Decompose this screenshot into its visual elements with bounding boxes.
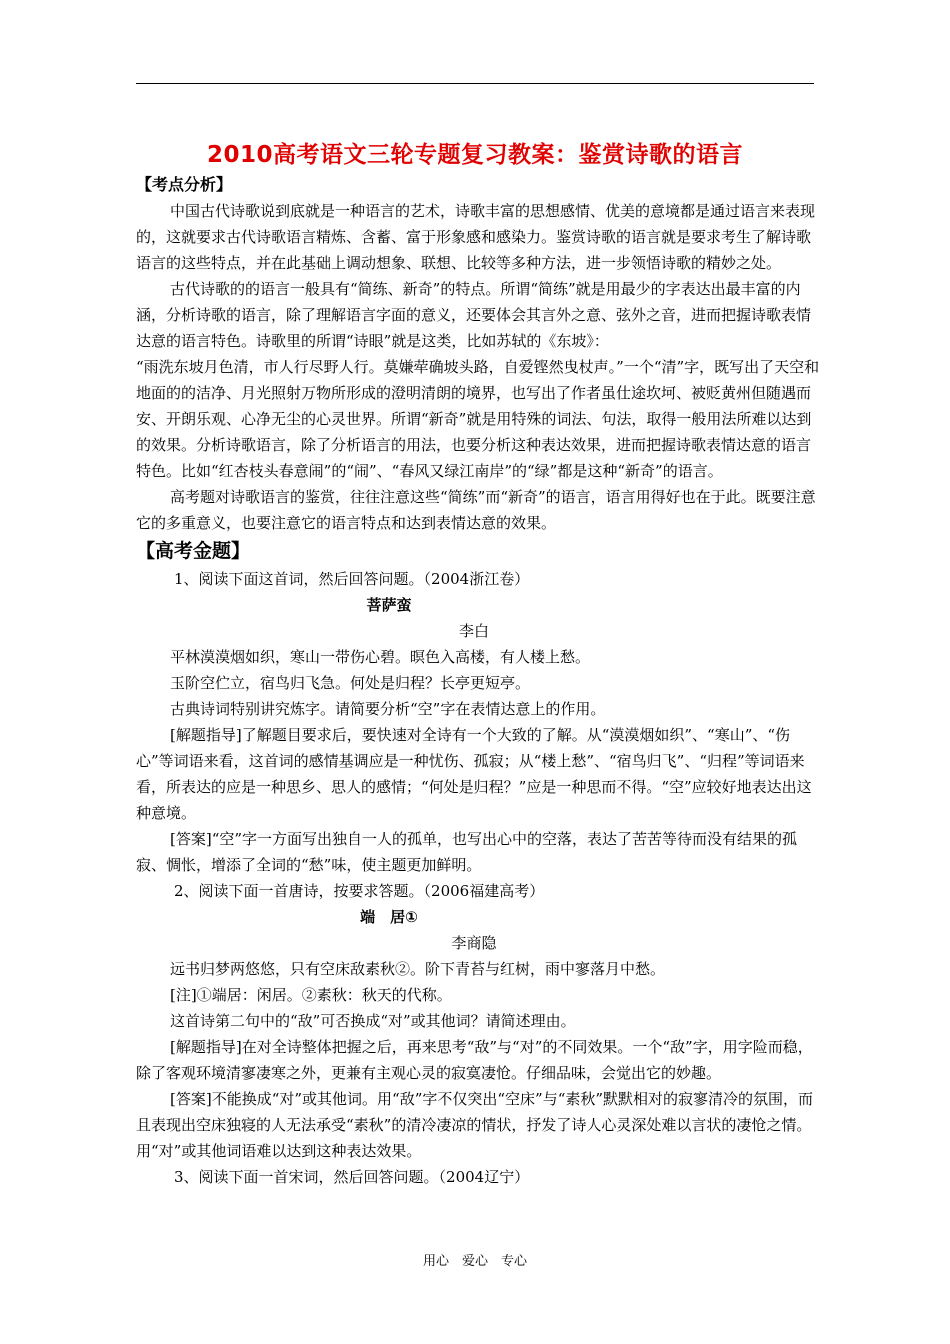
poem-title: 菩萨蛮	[366, 596, 412, 614]
paragraph: 高考题对诗歌语言的鉴赏，往往注意这些“简练”而“新奇”的语言，语言用得好也在于此。既要注意它的多重意义，也要注意它的语言特点和达到表情达意的效果。	[136, 488, 816, 532]
header-rule	[136, 83, 814, 84]
question-intro: 1、阅读下面这首词，然后回答问题。（2004浙江卷）	[174, 570, 530, 588]
poem-author: 李白	[458, 622, 489, 640]
question-text: 这首诗第二句中的“敌”可否换成“对”或其他词？请简述理由。	[170, 1012, 576, 1030]
poem-line: 远书归梦两悠悠，只有空床敌素秋②。阶下青苔与红树，雨中寥落月中愁。	[170, 960, 666, 978]
poem-note: [注]①端居：闲居。②素秋：秋天的代称。	[170, 986, 452, 1004]
answer: [答案]“空”字一方面写出独自一人的孤单，也写出心中的空落，表达了苦苦等待而没有结果的孤寂、惆怅，增添了全词的“愁”味，使主题更加鲜明。	[136, 830, 798, 874]
paragraph: 古代诗歌的的语言一般具有“简练、新奇”的特点。所谓“简练”就是用最少的字表达出最丰富的内涵，分析诗歌的语言，除了理解语言字面的意义，还要体会其言外之意、弦外之音，进而把握诗歌表情达意的语言特色。诗歌里的所谓“诗眼”就是这类，比如苏轼的《东坡》：	[136, 280, 812, 350]
page-footer: 用心 爱心 专心	[422, 1254, 527, 1269]
question-intro: 3、阅读下面一首宋词，然后回答问题。（2004辽宁）	[174, 1168, 530, 1186]
paragraph: 中国古代诗歌说到底就是一种语言的艺术，诗歌丰富的思想感情、优美的意境都是通过语言来表现的，这就要求古代诗歌语言精炼、含蓄、富于形象感和感染力。鉴赏诗歌的语言就是要求考生了解诗歌语言的这些特点，并在此基础上调动想象、联想、比较等多种方法，进一步领悟诗歌的精妙之处。	[136, 202, 816, 272]
solution-guide: [解题指导]在对全诗整体把握之后，再来思考“敌”与“对”的不同效果。一个“敌”字，用字险而稳，除了客观环境清寥凄寒之外，更兼有主观心灵的寂寞凄怆。仔细品味，会觉出它的妙趣。	[136, 1038, 813, 1082]
poem-author: 李商隐	[451, 934, 497, 952]
section-heading-analysis: 【考点分析】	[136, 175, 233, 194]
poem-line: 玉阶空伫立，宿鸟归飞急。何处是归程？长亭更短亭。	[170, 674, 531, 692]
poem-title: 端 居①	[360, 908, 418, 926]
question-text: 古典诗词特别讲究炼字。请简要分析“空”字在表情达意上的作用。	[170, 700, 606, 718]
answer: [答案]不能换成“对”或其他词。用“敌”字不仅突出“空床”与“素秋”默默相对的寂寥清冷的氛围，而且表现出空床独寝的人无法承受“素秋”的清冷凄凉的情状，抒发了诗人心灵深处难以言状的凄怆之情。用“对”或其他词语难以达到这种表达效果。	[136, 1090, 814, 1160]
solution-guide: [解题指导]了解题目要求后，要快速对全诗有一个大致的了解。从“漠漠烟如织”、“寒山”、“伤心”等词语来看，这首词的感情基调应是一种忧伤、孤寂；从“楼上愁”、“宿鸟归飞”、“归程”等词语来看，所表达的应是一种思乡、思人的感情；“何处是归程？”应是一种思而不得。“空”应较好地表达出这种意境。	[136, 726, 812, 822]
poem-line: 平林漠漠烟如织，寒山一带伤心碧。暝色入高楼，有人楼上愁。	[170, 648, 591, 666]
paragraph: “雨洗东坡月色清，市人行尽野人行。莫嫌荦确坡头路，自爱铿然曳杖声。”一个“清”字，既写出了天空和地面的的洁净、月光照射万物所形成的澄明清朗的境界，也写出了作者虽仕途坎坷、被贬黄州但随遇而安、开朗乐观、心净无尘的心灵世界。所谓“新奇”就是用特殊的词法、句法，取得一般用法所难以达到的效果。分析诗歌语言，除了分析语言的用法，也要分析这种表达效果，进而把握诗歌表情达意的语言特色。比如“红杏枝头春意闹”的“闹”、“春风又绿江南岸”的“绿”都是这种“新奇”的语言。	[136, 358, 820, 480]
question-intro: 2、阅读下面一首唐诗，按要求答题。（2006福建高考）	[174, 882, 545, 900]
section-heading-exam: 【高考金题】	[136, 540, 251, 562]
document-title: 2010高考语文三轮专题复习教案：鉴赏诗歌的语言	[206, 142, 743, 168]
document-body	[136, 172, 822, 1190]
